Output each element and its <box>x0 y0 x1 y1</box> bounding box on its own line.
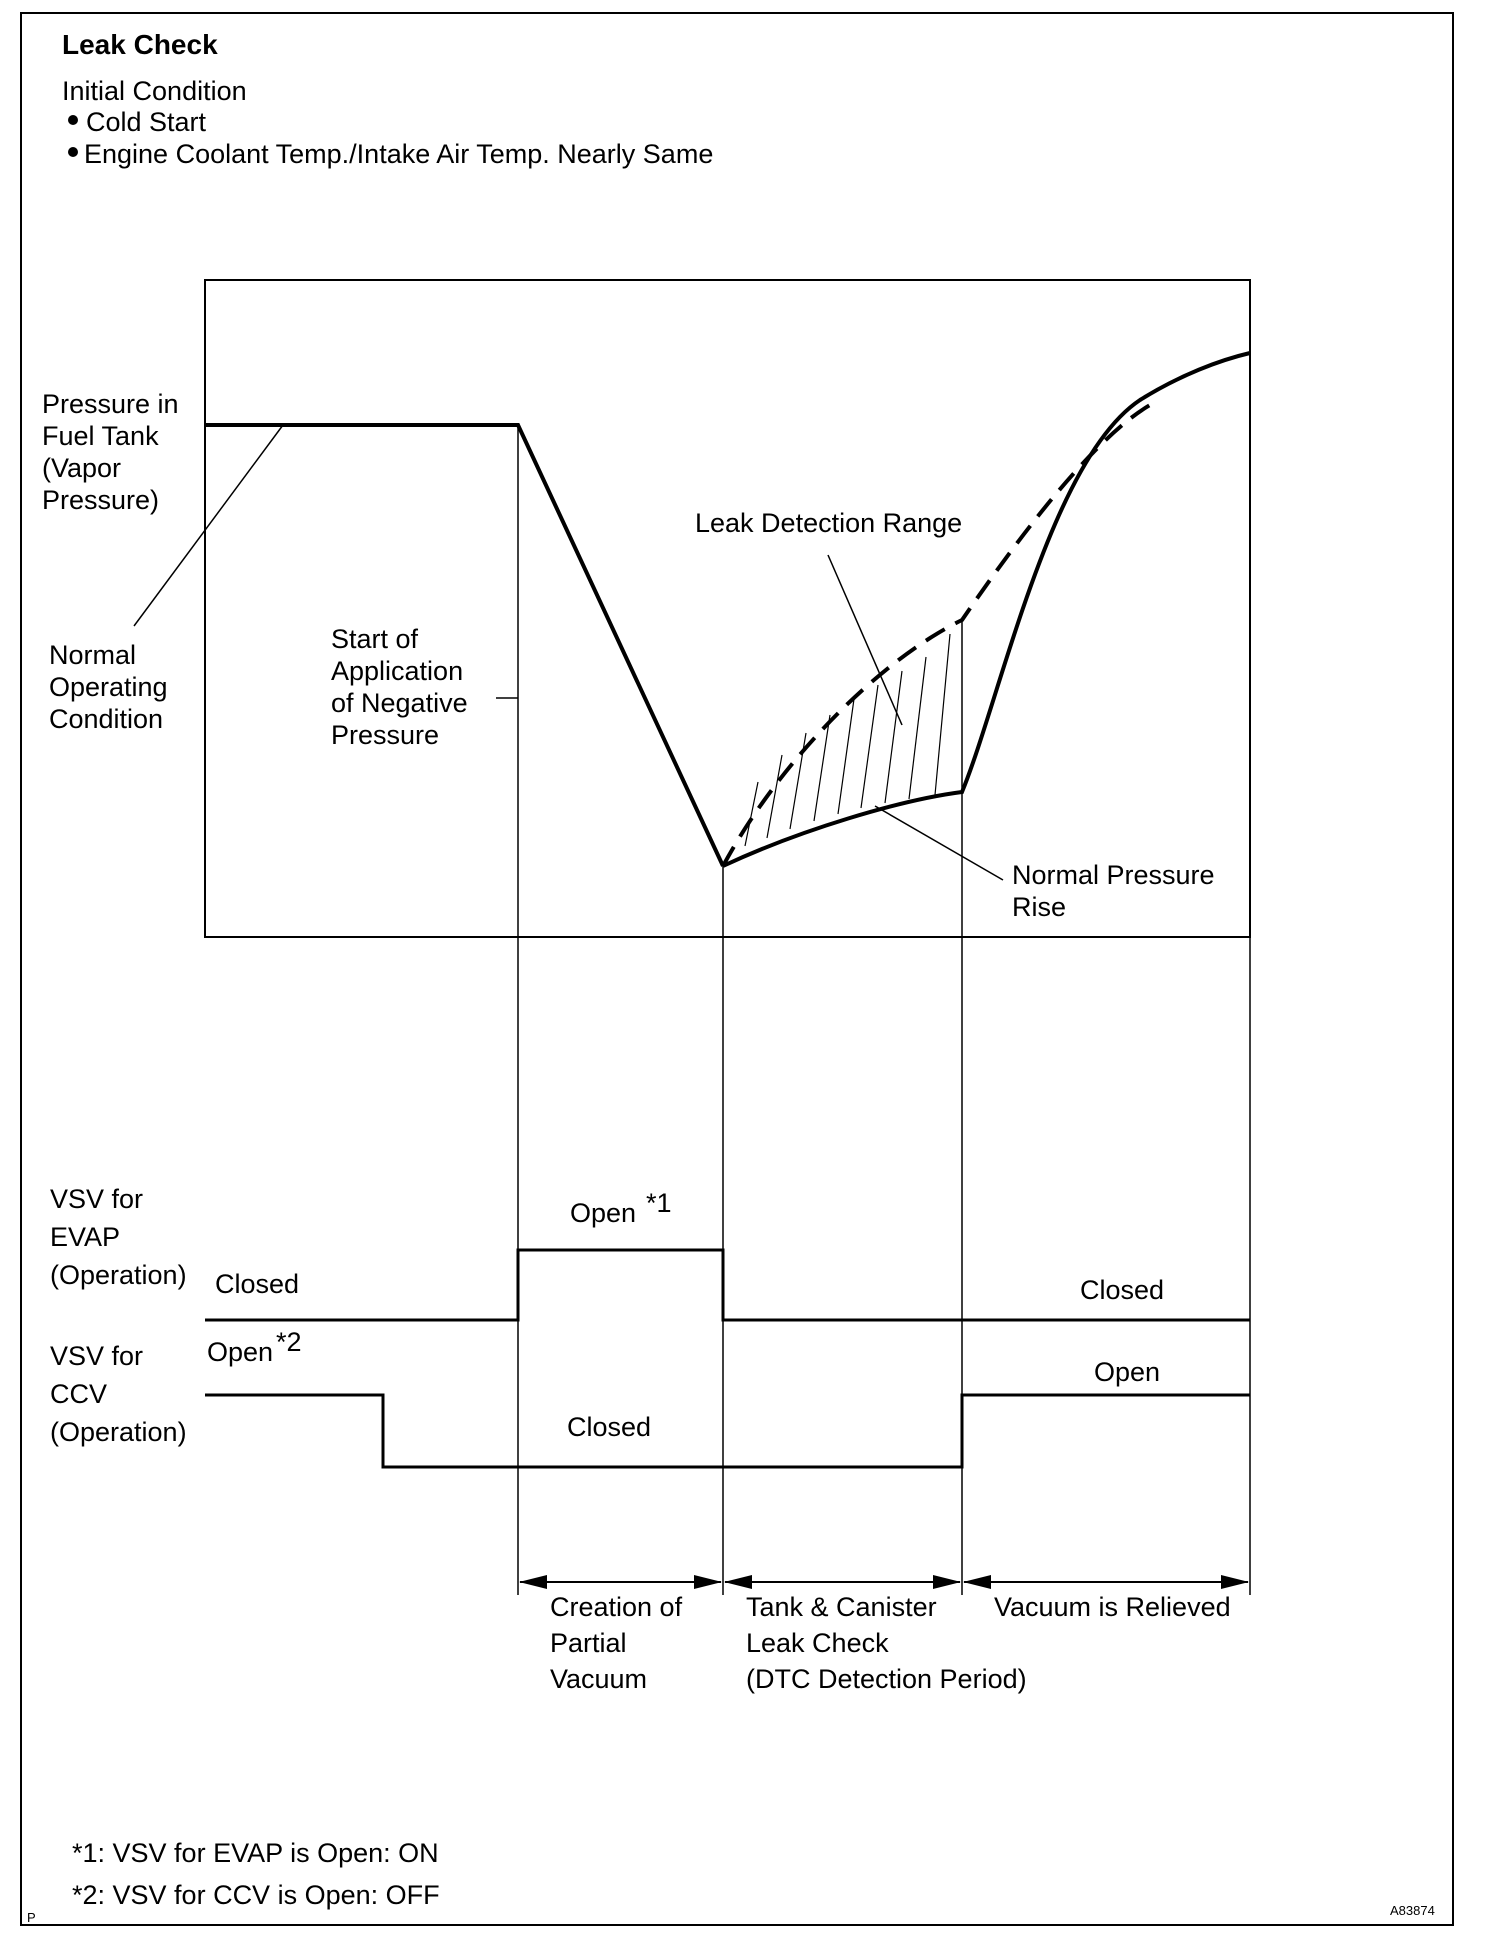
condition-temp-same: Engine Coolant Temp./Intake Air Temp. Nearly Same <box>84 139 714 169</box>
ccv-open-right: Open <box>1094 1357 1161 1387</box>
vsv-ccv-signal <box>205 1395 1250 1467</box>
svg-text:Operating: Operating <box>49 672 168 702</box>
diagram-title: Leak Check <box>62 29 218 60</box>
svg-text:(Operation): (Operation) <box>50 1260 187 1290</box>
evap-open-label: Open <box>570 1198 637 1228</box>
svg-text:(Operation): (Operation) <box>50 1417 187 1447</box>
start-negative-label <box>331 624 468 750</box>
svg-text:(Vapor: (Vapor <box>42 453 122 483</box>
phase-label-leak-check <box>746 1592 1027 1694</box>
svg-text:Pressure: Pressure <box>331 720 440 750</box>
svg-text:Fuel Tank: Fuel Tank <box>42 421 159 451</box>
svg-text:VSV for: VSV for <box>50 1341 144 1371</box>
evap-open-footnote-mark: *1 <box>646 1188 672 1218</box>
vsv-ccv-label <box>50 1341 187 1447</box>
ccv-open-footnote-mark: *2 <box>276 1327 302 1357</box>
svg-text:EVAP: EVAP <box>50 1222 121 1252</box>
normal-pressure-rise-label <box>1012 860 1215 922</box>
pressure-curve-initial <box>205 425 723 866</box>
svg-text:Condition: Condition <box>49 704 164 734</box>
bullet-icon <box>68 147 78 157</box>
svg-text:VSV for: VSV for <box>50 1184 144 1214</box>
svg-text:Normal Pressure: Normal Pressure <box>1012 860 1215 890</box>
condition-cold-start: Cold Start <box>86 107 207 137</box>
pressure-graph-frame <box>205 280 1250 937</box>
normal-rise-leader <box>875 806 1003 880</box>
svg-text:CCV: CCV <box>50 1379 108 1409</box>
vsv-evap-label <box>50 1184 187 1290</box>
svg-text:Partial: Partial <box>550 1628 627 1658</box>
footnote-1: *1: VSV for EVAP is Open: ON <box>72 1838 439 1868</box>
corner-mark-left: P <box>27 1910 36 1925</box>
leak-detection-hatch <box>745 634 950 846</box>
svg-text:(DTC Detection Period): (DTC Detection Period) <box>746 1664 1027 1694</box>
svg-text:Creation of: Creation of <box>550 1592 683 1622</box>
svg-text:Vacuum: Vacuum <box>550 1664 648 1694</box>
svg-text:Application: Application <box>331 656 464 686</box>
evap-closed-left: Closed <box>215 1269 300 1299</box>
ccv-open-left: Open <box>207 1337 274 1367</box>
evap-closed-right: Closed <box>1080 1275 1165 1305</box>
ccv-closed-label: Closed <box>567 1412 652 1442</box>
normal-operating-leader <box>134 425 283 626</box>
figure-id: A83874 <box>1390 1903 1435 1918</box>
svg-text:Tank & Canister: Tank & Canister <box>746 1592 937 1622</box>
pressure-axis-label <box>42 389 179 515</box>
phase-label-partial-vacuum <box>550 1592 683 1694</box>
svg-text:Pressure in: Pressure in <box>42 389 179 419</box>
svg-text:Pressure): Pressure) <box>42 485 160 515</box>
svg-text:Start of: Start of <box>331 624 419 654</box>
bullet-icon <box>68 115 78 125</box>
svg-text:Rise: Rise <box>1012 892 1067 922</box>
svg-text:Leak Check: Leak Check <box>746 1628 889 1658</box>
normal-pressure-rise-curve <box>723 353 1250 866</box>
svg-text:Normal: Normal <box>49 640 137 670</box>
initial-condition-heading: Initial Condition <box>62 76 247 106</box>
svg-text:of Negative: of Negative <box>331 688 468 718</box>
leak-detection-range-label: Leak Detection Range <box>695 508 963 538</box>
leak-range-leader <box>828 555 902 725</box>
phase-label-vacuum-relieved: Vacuum is Relieved <box>994 1592 1231 1622</box>
footnote-2: *2: VSV for CCV is Open: OFF <box>72 1880 440 1910</box>
normal-operating-label <box>49 640 168 734</box>
